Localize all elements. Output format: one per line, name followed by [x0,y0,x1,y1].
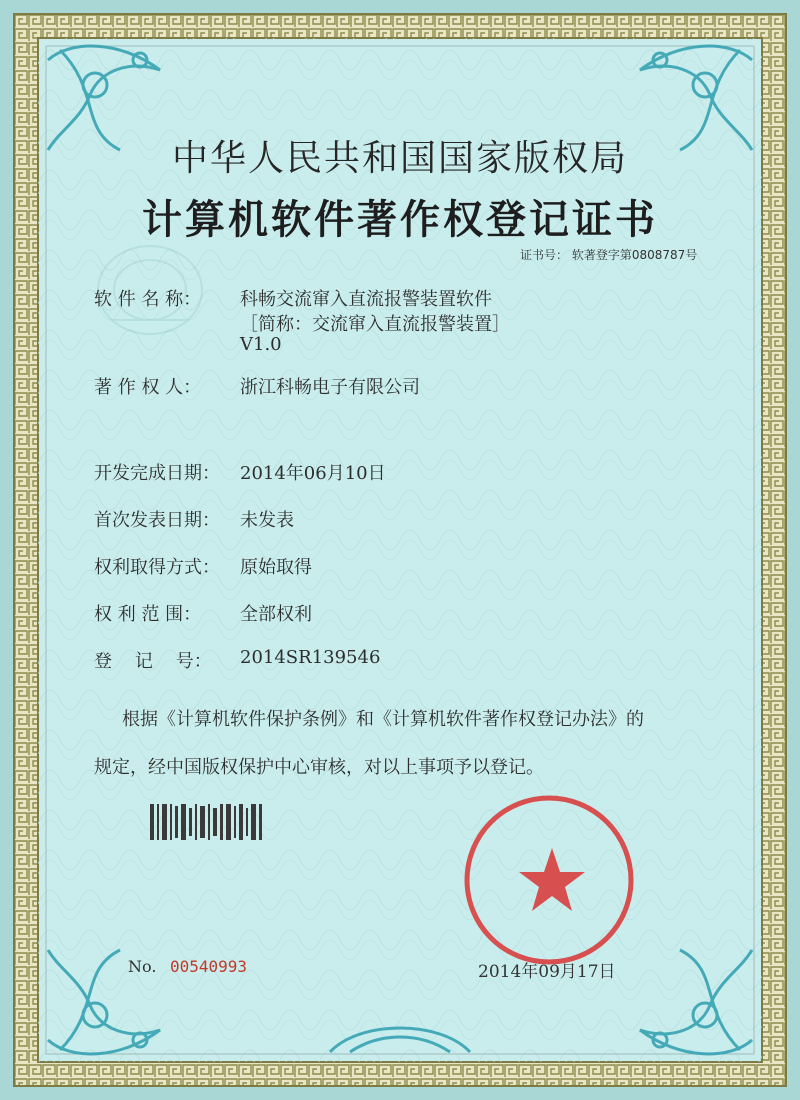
certificate-title: 计算机软件著作权登记证书 [142,196,658,243]
statement-line-2: 规定，经中国版权保护中心审核，对以上事项予以登记。 [94,757,544,778]
serial-label: No. [128,957,157,976]
copyright-owner-label: 著 作 权 人： [94,377,202,398]
issue-date: 2014年09月17日 [478,962,616,982]
issuing-authority: 中华人民共和国国家版权局 [171,138,628,179]
acquire-method: 原始取得 [240,557,312,578]
software-version: V1.0 [240,334,282,355]
serial-number: 00540993 [170,957,248,976]
dev-date-label: 开发完成日期： [94,463,220,484]
rights-scope: 全部权利 [240,604,312,625]
registration-number: 2014SR139546 [240,647,381,668]
software-name-label: 软 件 名 称： [94,289,202,310]
publish-date: 未发表 [240,510,294,531]
publish-date-label: 首次发表日期： [94,510,220,531]
registration-number-label: 登 记 号： [94,651,212,672]
software-short-name: ［简称：交流窜入直流报警装置］ [240,314,510,335]
acquire-method-label: 权利取得方式： [94,557,220,578]
software-name: 科畅交流窜入直流报警装置软件 [240,289,492,310]
certificate-number: 证书号： 软著登字第0808787号 [520,248,698,262]
statement-line-1: 根据《计算机软件保护条例》和《计算机软件著作权登记办法》的 [122,709,644,730]
copyright-owner: 浙江科畅电子有限公司 [240,377,420,398]
rights-scope-label: 权 利 范 围： [94,604,202,625]
dev-date: 2014年06月10日 [240,463,386,484]
